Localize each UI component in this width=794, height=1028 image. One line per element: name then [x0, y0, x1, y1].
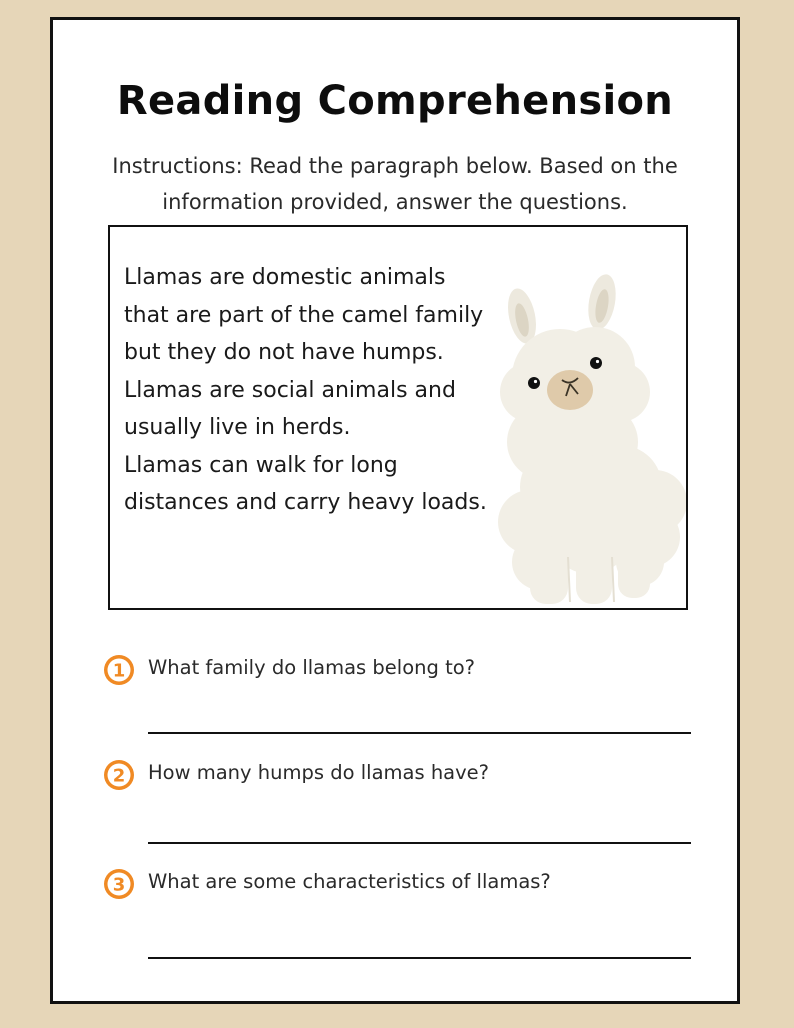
page-title: Reading Comprehension: [116, 78, 674, 124]
answer-line-1[interactable]: [148, 732, 691, 734]
number-2-badge-icon: [103, 759, 135, 791]
passage-paragraph-2: Llamas are social animals and usually live in herds.: [124, 377, 456, 440]
llama-body: [498, 272, 687, 604]
number-3-badge-icon: [103, 868, 135, 900]
question-2-number: 2: [112, 765, 126, 787]
question-3-text: What are some characteristics of llamas?: [148, 870, 551, 893]
answer-line-3[interactable]: [148, 957, 691, 959]
answer-line-2[interactable]: [148, 842, 691, 844]
instructions-text: Instructions: Read the paragraph below. Based on the information provided, answer the questions.: [112, 154, 678, 214]
question-1-number: 1: [112, 660, 126, 682]
passage-paragraph-3: Llamas can walk for long distances and carry heavy loads.: [124, 452, 487, 515]
worksheet-page: [50, 17, 740, 1004]
question-2-text: How many humps do llamas have?: [148, 761, 490, 784]
question-1-text: What family do llamas belong to?: [148, 656, 475, 679]
number-1-badge-icon: [103, 654, 135, 686]
passage-box: [108, 225, 688, 610]
question-3-number: 3: [112, 874, 126, 896]
passage-text: [124, 259, 494, 522]
llama-illustration: [490, 272, 688, 610]
passage-paragraph-1: Llamas are domestic animals that are part of the camel family but they do not have humps.: [124, 265, 484, 365]
